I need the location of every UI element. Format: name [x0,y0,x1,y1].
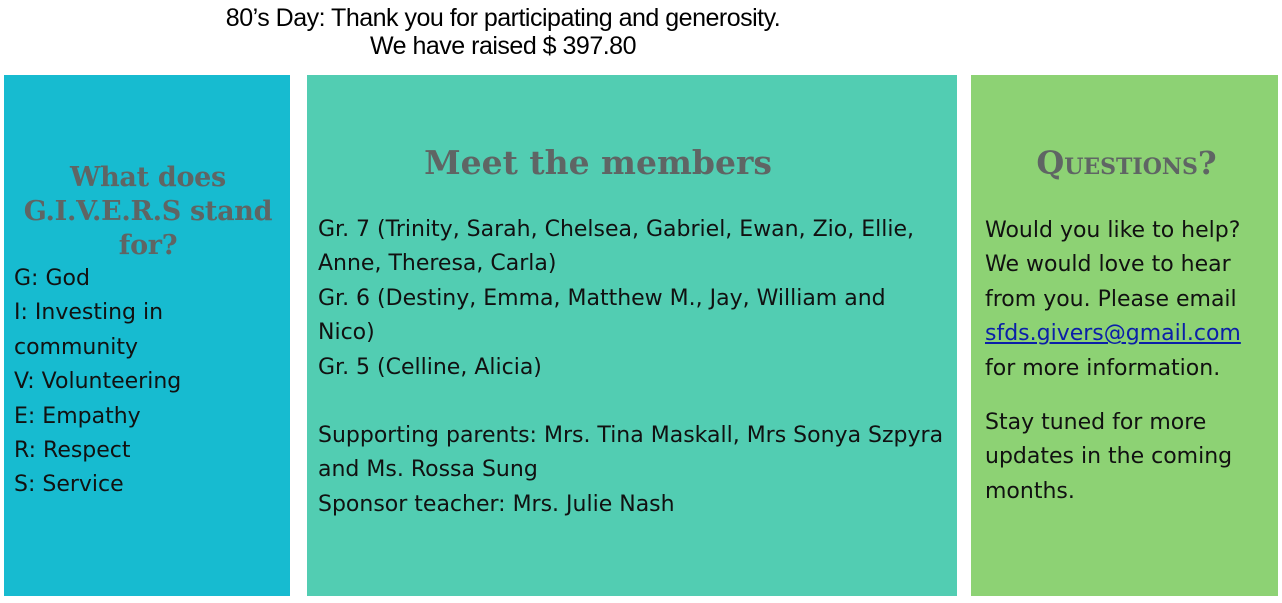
givers-meaning-heading: What does G.I.V.E.R.S stand for? [23,162,273,261]
letter-item-s: S: Service [14,472,124,498]
help-paragraph [985,214,1268,386]
spacer [318,385,947,419]
letter-item-v: V: Volunteering [14,369,182,395]
givers-letter-list [14,262,282,503]
supporting-parents: Supporting parents: Mrs. Tina Maskall, Mrs Sonya Szpyra and Ms. Rossa Sung [318,423,944,483]
grade-6-members: Gr. 6 (Destiny, Emma, Matthew M., Jay, William and Nico) [318,285,886,346]
email-link[interactable]: sfds.givers@gmail.com [985,321,1241,347]
grade-5-members: Gr. 5 (Celline, Alicia) [318,354,542,380]
stay-tuned-text: Stay tuned for more updates in the coming months. [985,410,1233,504]
members-heading: Meet the members [424,143,772,182]
letter-item-r: R: Respect [14,438,131,464]
questions-heading: Questions? [1036,144,1217,182]
info-text: for more information. [985,355,1221,381]
members-panel [307,75,957,596]
help-text: Would you like to help? We would love to hear from you. Please email [985,218,1241,312]
members-list [318,213,947,522]
spacer [985,386,1268,406]
fundraiser-banner [0,4,1006,60]
letter-item-e: E: Empathy [14,403,141,429]
questions-body [985,214,1268,509]
questions-panel [971,75,1278,596]
sponsor-teacher: Sponsor teacher: Mrs. Julie Nash [318,491,675,517]
banner-line-1: 80’s Day: Thank you for participating and generosity. [225,4,781,32]
banner-line-2: We have raised $ 397.80 [369,32,636,60]
letter-item-i: I: Investing in community [14,300,164,360]
givers-meaning-panel [4,75,290,596]
grade-7-members: Gr. 7 (Trinity, Sarah, Chelsea, Gabriel, Ewan, Zio, Ellie, Anne, Theresa, Carla) [318,217,914,277]
letter-item-g: G: God [14,266,90,291]
